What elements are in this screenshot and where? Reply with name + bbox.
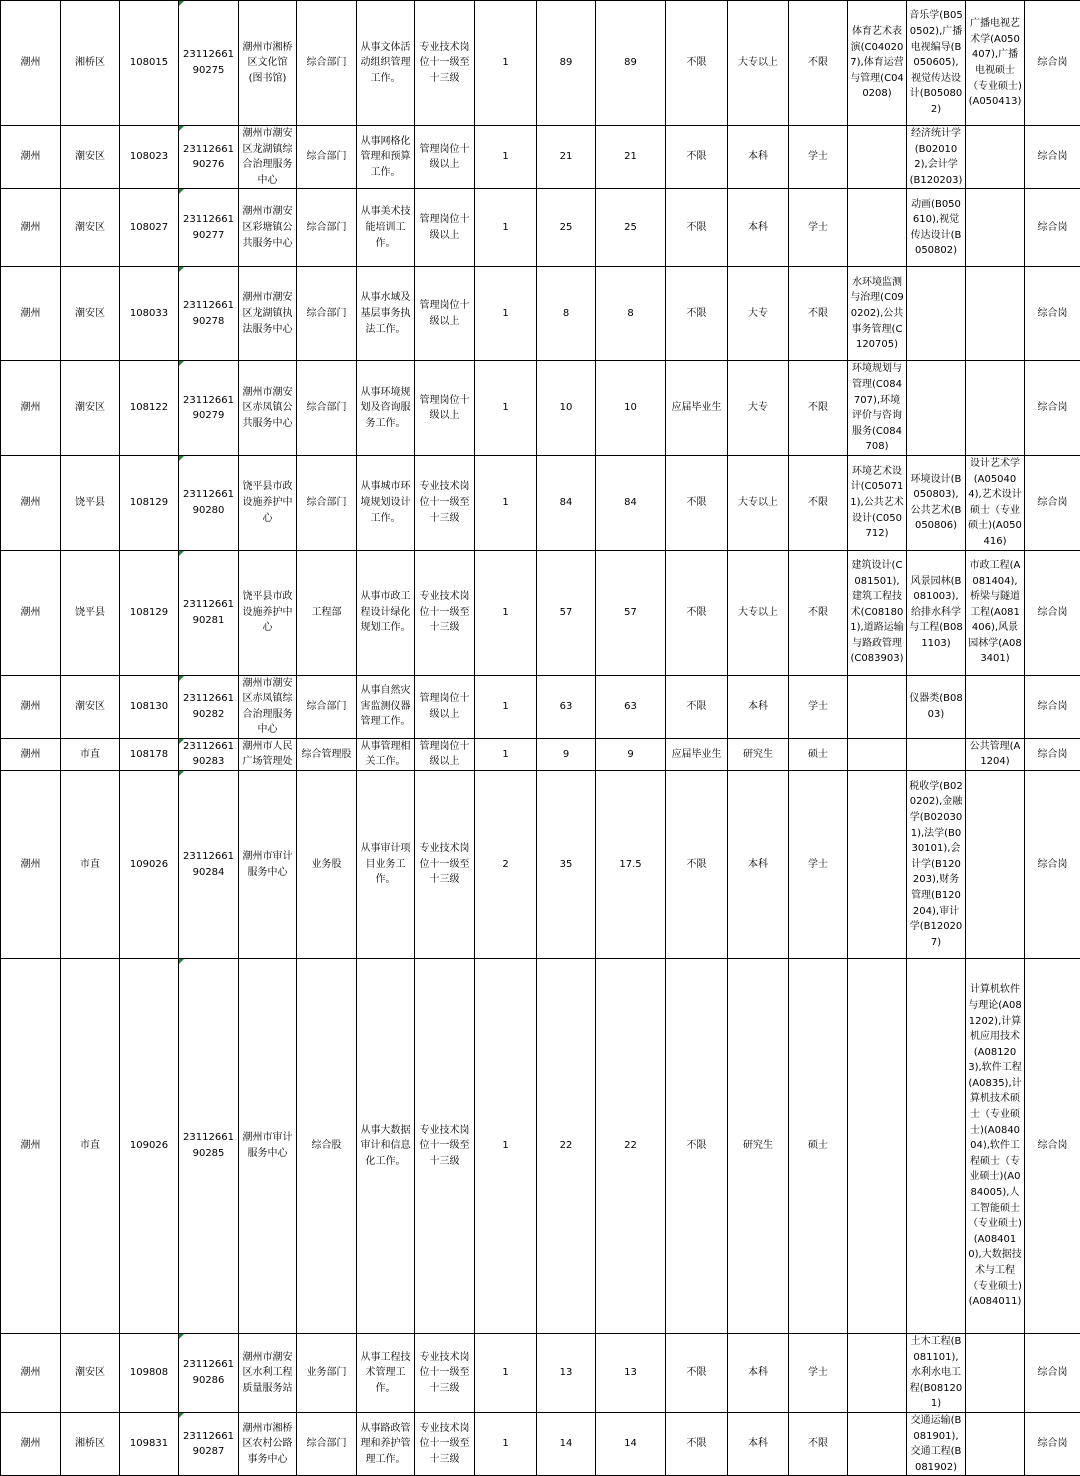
recruit-count-cell: 1 [475,1,537,126]
unit-code-cell: 108027 [120,189,179,267]
identity-cell: 应届毕业生 [666,361,728,456]
major-graduate-cell [966,126,1025,189]
education-cell: 本科 [728,1334,789,1413]
recruit-count-cell: 1 [475,455,537,550]
recruit-count-cell: 1 [475,675,537,738]
city-cell: 潮州 [1,959,61,1334]
post-code-cell: 2311266190282 [179,675,239,738]
city-cell: 潮州 [1,1,61,126]
applicant-count-cell: 14 [537,1413,596,1476]
degree-cell: 学士 [789,771,848,959]
ratio-cell: 89 [596,1,666,126]
ratio-cell: 57 [596,550,666,675]
post-type-cell: 综合岗 [1025,1334,1080,1413]
education-cell: 本科 [728,771,789,959]
major-bachelor-cell [907,959,966,1334]
unit-code-cell: 109831 [120,1413,179,1476]
duty-cell: 从事工程技术管理工作。 [357,1334,415,1413]
post-code-cell: 2311266190275 [179,1,239,126]
district-cell: 饶平县 [61,455,120,550]
district-cell: 潮安区 [61,1334,120,1413]
unit-code-cell: 109026 [120,959,179,1334]
ratio-cell: 8 [596,267,666,361]
major-college-cell: 建筑设计(C081501),建筑工程技术(C081801),道路运输与路政管理(C083903) [848,550,907,675]
major-bachelor-cell [907,738,966,770]
level-cell: 管理岗位十级以上 [415,675,475,738]
degree-cell: 不限 [789,455,848,550]
recruit-count-cell: 1 [475,550,537,675]
applicant-count-cell: 21 [537,126,596,189]
major-graduate-cell [966,1413,1025,1476]
identity-cell: 不限 [666,1334,728,1413]
duty-cell: 从事管理相关工作。 [357,738,415,770]
duty-cell: 从事环境规划及咨询服务工作。 [357,361,415,456]
major-graduate-cell [966,1334,1025,1413]
major-graduate-cell: 广播电视艺术学(A050407),广播电视硕士（专业硕士)(A050413) [966,1,1025,126]
education-cell: 本科 [728,1413,789,1476]
level-cell: 管理岗位十级以上 [415,267,475,361]
department-cell: 综合部门 [297,455,357,550]
table-body [1,1,1080,1476]
table-row [1,738,1080,770]
city-cell: 潮州 [1,550,61,675]
recruit-count-cell: 1 [475,959,537,1334]
table-row [1,675,1080,738]
table-row [1,1413,1080,1476]
post-type-cell: 综合岗 [1025,738,1080,770]
unit-name-cell: 潮州市湘桥区农村公路事务中心 [239,1413,297,1476]
unit-name-cell: 潮州市审计服务中心 [239,959,297,1334]
major-bachelor-cell: 税收学(B020202),金融学(B020301),法学(B030101),会计学(B120203),财务管理(B120204),审计学(B120207) [907,771,966,959]
district-cell: 市直 [61,738,120,770]
level-cell: 专业技术岗位十一级至十三级 [415,1413,475,1476]
district-cell: 潮安区 [61,126,120,189]
unit-name-cell: 潮州市潮安区龙湖镇执法服务中心 [239,267,297,361]
identity-cell: 不限 [666,771,728,959]
post-type-cell: 综合岗 [1025,1,1080,126]
department-cell: 综合管理股 [297,738,357,770]
level-cell: 管理岗位十级以上 [415,738,475,770]
identity-cell: 不限 [666,455,728,550]
level-cell: 专业技术岗位十一级至十三级 [415,550,475,675]
major-graduate-cell: 公共管理(A1204) [966,738,1025,770]
unit-code-cell: 108122 [120,361,179,456]
unit-name-cell: 潮州市潮安区赤凤镇公共服务中心 [239,361,297,456]
post-type-cell: 综合岗 [1025,361,1080,456]
post-code-cell: 2311266190283 [179,738,239,770]
ratio-cell: 25 [596,189,666,267]
identity-cell: 不限 [666,1,728,126]
identity-cell: 不限 [666,189,728,267]
post-code-cell: 2311266190285 [179,959,239,1334]
major-college-cell: 体育艺术表演(C040207),体育运营与管理(C040208) [848,1,907,126]
major-bachelor-cell: 经济统计学(B020102),会计学(B120203) [907,126,966,189]
ratio-cell: 84 [596,455,666,550]
table-row [1,189,1080,267]
department-cell: 业务部门 [297,1334,357,1413]
applicant-count-cell: 84 [537,455,596,550]
duty-cell: 从事大数据审计和信息化工作。 [357,959,415,1334]
major-graduate-cell [966,267,1025,361]
duty-cell: 从事网格化管理和预算工作。 [357,126,415,189]
degree-cell: 学士 [789,189,848,267]
major-college-cell [848,738,907,770]
duty-cell: 从事水域及基层事务执法工作。 [357,267,415,361]
major-bachelor-cell: 交通运输(B081901),交通工程(B081902) [907,1413,966,1476]
major-bachelor-cell: 风景园林(B081003),给排水科学与工程(B081103) [907,550,966,675]
level-cell: 管理岗位十级以上 [415,189,475,267]
identity-cell: 应届毕业生 [666,738,728,770]
post-type-cell: 综合岗 [1025,189,1080,267]
major-graduate-cell: 计算机软件与理论(A081202),计算机应用技术(A081203),软件工程(A0835),计算机技术硕士（专业硕士)(A084004),软件工程硕士（专业硕士)(A084005),人工智能硕士（专业硕士)(A084010),大数据技术与工程（专业硕士)(A084011) [966,959,1025,1334]
duty-cell: 从事路政管理和养护管理工作。 [357,1413,415,1476]
post-type-cell: 综合岗 [1025,550,1080,675]
city-cell: 潮州 [1,361,61,456]
degree-cell: 硕士 [789,738,848,770]
department-cell: 综合部门 [297,675,357,738]
recruit-count-cell: 1 [475,361,537,456]
table-row [1,455,1080,550]
major-college-cell: 水环境监测与治理(C090202),公共事务管理(C120705) [848,267,907,361]
department-cell: 工程部 [297,550,357,675]
city-cell: 潮州 [1,771,61,959]
major-college-cell [848,771,907,959]
duty-cell: 从事文体活动组织管理工作。 [357,1,415,126]
duty-cell: 从事市政工程设计绿化规划工作。 [357,550,415,675]
post-type-cell: 综合岗 [1025,1413,1080,1476]
ratio-cell: 14 [596,1413,666,1476]
education-cell: 研究生 [728,959,789,1334]
level-cell: 管理岗位十级以上 [415,126,475,189]
major-graduate-cell: 市政工程(A081404),桥梁与隧道工程(A081406),风景园林学(A083401) [966,550,1025,675]
major-college-cell: 环境规划与管理(C084707),环境评价与咨询服务(C084708) [848,361,907,456]
district-cell: 湘桥区 [61,1413,120,1476]
degree-cell: 不限 [789,1413,848,1476]
level-cell: 专业技术岗位十一级至十三级 [415,959,475,1334]
major-college-cell [848,675,907,738]
major-bachelor-cell: 音乐学(B050502),广播电视编导(B050605),视觉传达设计(B050802) [907,1,966,126]
degree-cell: 不限 [789,361,848,456]
post-code-cell: 2311266190284 [179,771,239,959]
city-cell: 潮州 [1,1413,61,1476]
recruit-count-cell: 1 [475,738,537,770]
applicant-count-cell: 13 [537,1334,596,1413]
department-cell: 综合部门 [297,361,357,456]
education-cell: 本科 [728,126,789,189]
degree-cell: 学士 [789,675,848,738]
post-code-cell: 2311266190279 [179,361,239,456]
unit-code-cell: 108130 [120,675,179,738]
major-college-cell [848,1334,907,1413]
table-row [1,959,1080,1334]
major-college-cell [848,126,907,189]
identity-cell: 不限 [666,126,728,189]
identity-cell: 不限 [666,959,728,1334]
level-cell: 专业技术岗位十一级至十三级 [415,1,475,126]
ratio-cell: 9 [596,738,666,770]
major-bachelor-cell: 环境设计(B050803),公共艺术(B050806) [907,455,966,550]
applicant-count-cell: 9 [537,738,596,770]
major-graduate-cell [966,189,1025,267]
identity-cell: 不限 [666,267,728,361]
district-cell: 市直 [61,959,120,1334]
education-cell: 大专以上 [728,550,789,675]
degree-cell: 不限 [789,1,848,126]
post-type-cell: 综合岗 [1025,455,1080,550]
education-cell: 大专以上 [728,1,789,126]
applicant-count-cell: 25 [537,189,596,267]
department-cell: 业务股 [297,771,357,959]
applicant-count-cell: 10 [537,361,596,456]
unit-name-cell: 潮州市潮安区水利工程质量服务站 [239,1334,297,1413]
duty-cell: 从事城市环境规划设计工作。 [357,455,415,550]
level-cell: 管理岗位十级以上 [415,361,475,456]
ratio-cell: 10 [596,361,666,456]
unit-name-cell: 潮州市湘桥区文化馆(图书馆) [239,1,297,126]
city-cell: 潮州 [1,675,61,738]
district-cell: 潮安区 [61,189,120,267]
city-cell: 潮州 [1,738,61,770]
identity-cell: 不限 [666,1413,728,1476]
education-cell: 本科 [728,189,789,267]
post-code-cell: 2311266190286 [179,1334,239,1413]
applicant-count-cell: 57 [537,550,596,675]
post-code-cell: 2311266190277 [179,189,239,267]
post-code-cell: 2311266190276 [179,126,239,189]
applicant-count-cell: 89 [537,1,596,126]
ratio-cell: 63 [596,675,666,738]
unit-name-cell: 潮州市潮安区赤凤镇综合治理服务中心 [239,675,297,738]
unit-code-cell: 108033 [120,267,179,361]
unit-code-cell: 109026 [120,771,179,959]
unit-name-cell: 饶平县市政设施养护中心 [239,455,297,550]
district-cell: 市直 [61,771,120,959]
unit-code-cell: 109808 [120,1334,179,1413]
education-cell: 研究生 [728,738,789,770]
district-cell: 湘桥区 [61,1,120,126]
degree-cell: 不限 [789,550,848,675]
table-row [1,550,1080,675]
unit-name-cell: 潮州市人民广场管理处 [239,738,297,770]
education-cell: 大专 [728,361,789,456]
unit-code-cell: 108178 [120,738,179,770]
table-row [1,126,1080,189]
ratio-cell: 22 [596,959,666,1334]
identity-cell: 不限 [666,550,728,675]
major-bachelor-cell [907,267,966,361]
ratio-cell: 13 [596,1334,666,1413]
recruit-count-cell: 1 [475,189,537,267]
recruit-count-cell: 1 [475,267,537,361]
duty-cell: 从事自然灾害监测仪器管理工作。 [357,675,415,738]
major-bachelor-cell: 仪器类(B0803) [907,675,966,738]
major-college-cell [848,189,907,267]
unit-code-cell: 108129 [120,455,179,550]
city-cell: 潮州 [1,189,61,267]
major-graduate-cell [966,361,1025,456]
department-cell: 综合部门 [297,1413,357,1476]
degree-cell: 学士 [789,126,848,189]
level-cell: 专业技术岗位十一级至十三级 [415,455,475,550]
major-college-cell [848,1413,907,1476]
unit-name-cell: 潮州市审计服务中心 [239,771,297,959]
city-cell: 潮州 [1,126,61,189]
post-type-cell: 综合岗 [1025,959,1080,1334]
recruit-count-cell: 2 [475,771,537,959]
major-college-cell: 环境艺术设计(C050711),公共艺术设计(C050712) [848,455,907,550]
major-college-cell [848,959,907,1334]
applicant-count-cell: 8 [537,267,596,361]
degree-cell: 硕士 [789,959,848,1334]
unit-name-cell: 饶平县市政设施养护中心 [239,550,297,675]
recruit-count-cell: 1 [475,1334,537,1413]
identity-cell: 不限 [666,675,728,738]
post-type-cell: 综合岗 [1025,267,1080,361]
table-row [1,267,1080,361]
level-cell: 专业技术岗位十一级至十三级 [415,771,475,959]
unit-code-cell: 108023 [120,126,179,189]
post-type-cell: 综合岗 [1025,771,1080,959]
city-cell: 潮州 [1,455,61,550]
post-code-cell: 2311266190280 [179,455,239,550]
unit-code-cell: 108015 [120,1,179,126]
recruit-count-cell: 1 [475,126,537,189]
education-cell: 大专 [728,267,789,361]
major-bachelor-cell: 动画(B050610),视觉传达设计(B050802) [907,189,966,267]
major-bachelor-cell [907,361,966,456]
major-graduate-cell: 设计艺术学(A050404),艺术设计硕士（专业硕士)(A050416) [966,455,1025,550]
department-cell: 综合部门 [297,126,357,189]
district-cell: 潮安区 [61,267,120,361]
department-cell: 综合股 [297,959,357,1334]
post-type-cell: 综合岗 [1025,675,1080,738]
city-cell: 潮州 [1,267,61,361]
ratio-cell: 17.5 [596,771,666,959]
major-graduate-cell [966,675,1025,738]
degree-cell: 学士 [789,1334,848,1413]
duty-cell: 从事审计项目业务工作。 [357,771,415,959]
major-bachelor-cell: 土木工程(B081101),水利水电工程(B081201) [907,1334,966,1413]
district-cell: 饶平县 [61,550,120,675]
education-cell: 本科 [728,675,789,738]
education-cell: 大专以上 [728,455,789,550]
level-cell: 专业技术岗位十一级至十三级 [415,1334,475,1413]
recruit-count-cell: 1 [475,1413,537,1476]
department-cell: 综合部门 [297,189,357,267]
unit-name-cell: 潮州市潮安区彩塘镇公共服务中心 [239,189,297,267]
degree-cell: 不限 [789,267,848,361]
unit-code-cell: 108129 [120,550,179,675]
applicant-count-cell: 22 [537,959,596,1334]
applicant-count-cell: 63 [537,675,596,738]
post-code-cell: 2311266190287 [179,1413,239,1476]
department-cell: 综合部门 [297,267,357,361]
applicant-count-cell: 35 [537,771,596,959]
department-cell: 综合部门 [297,1,357,126]
ratio-cell: 21 [596,126,666,189]
city-cell: 潮州 [1,1334,61,1413]
post-code-cell: 2311266190278 [179,267,239,361]
major-graduate-cell [966,771,1025,959]
table-row [1,771,1080,959]
post-code-cell: 2311266190281 [179,550,239,675]
post-type-cell: 综合岗 [1025,126,1080,189]
duty-cell: 从事美术技能培训工作。 [357,189,415,267]
district-cell: 潮安区 [61,361,120,456]
table-row [1,1334,1080,1413]
district-cell: 潮安区 [61,675,120,738]
table-row [1,361,1080,456]
table-row [1,1,1080,126]
unit-name-cell: 潮州市潮安区龙湖镇综合治理服务中心 [239,126,297,189]
